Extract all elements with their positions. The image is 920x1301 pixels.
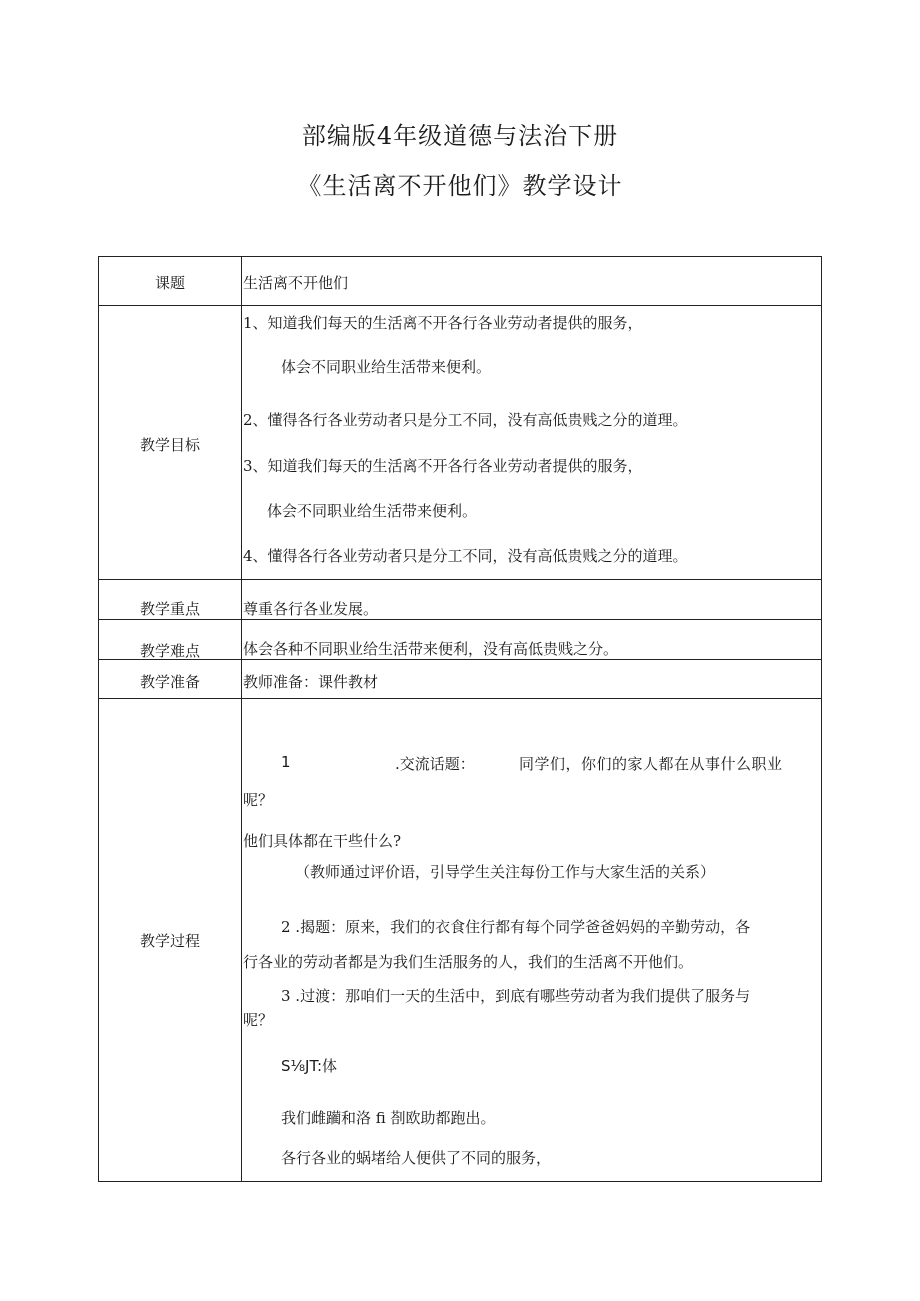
step3-continuation: 呢？ (243, 1011, 274, 1029)
objective-line: 1、知道我们每天的生活离不开各行各业劳动者提供的服务， (243, 314, 643, 332)
preparation-label: 教学准备 (139, 673, 200, 691)
objective-line: 2、懂得各行各业劳动者只是分工不同，没有高低贵贱之分的道理。 (243, 411, 688, 429)
difficulty-label: 教学难点 (139, 642, 200, 660)
topic-label: 课题 (154, 274, 185, 292)
question-line: 他们具体都在干些什么? (243, 832, 402, 850)
preparation-value: 教师准备：课件教材 (243, 673, 379, 691)
step1-title: .交流话题： (395, 755, 475, 773)
lesson-plan-table (98, 256, 822, 1182)
row-divider (99, 619, 821, 620)
step1-number: 1 (281, 753, 291, 771)
step2-text: 2 .揭题：原来，我们的衣食住行都有每个同学爸爸妈妈的辛勤劳动，各 (281, 918, 751, 936)
garbled-line: S⅛JT:体 (281, 1057, 338, 1075)
row-divider (99, 305, 821, 306)
column-divider (241, 257, 242, 1181)
objective-line: 体会不同职业给生活带来便利。 (281, 358, 492, 376)
row-divider (99, 698, 821, 699)
objective-line: 3、知道我们每天的生活离不开各行各业劳动者提供的服务， (243, 457, 643, 475)
objective-line: 体会不同职业给生活带来便利。 (267, 502, 478, 520)
row-divider (99, 579, 821, 580)
objective-line: 4、懂得各行各业劳动者只是分工不同，没有高低贵贱之分的道理。 (243, 547, 688, 565)
teacher-note: （教师通过评价语，引导学生关注每份工作与大家生活的关系） (295, 863, 716, 881)
document-subtitle: 《生活离不开他们》教学设计 (297, 172, 623, 200)
difficulty-value: 体会各种不同职业给生活带来便利，没有高低贵贱之分。 (243, 640, 619, 658)
garbled-line: 各行各业的蜗堵给人便供了不同的服务， (281, 1149, 552, 1167)
key-point-label: 教学重点 (139, 600, 200, 618)
topic-value: 生活离不开他们 (243, 274, 349, 292)
step1-continuation: 呢？ (243, 791, 274, 809)
process-label: 教学过程 (139, 932, 200, 950)
garbled-line: 我们雌躏和洛 fi 剳欧助都跑出。 (281, 1109, 496, 1127)
document-title: 部编版4年级道德与法治下册 (301, 122, 619, 150)
step2-continuation: 行各业的劳动者都是为我们生活服务的人，我们的生活离不开他们。 (243, 953, 694, 971)
step3-text: 3 .过渡：那咱们一天的生活中，到底有哪些劳动者为我们提供了服务与 (281, 987, 751, 1005)
objectives-label: 教学目标 (139, 436, 200, 454)
step1-text: 同学们，你们的家人都在从事什么职业 (519, 755, 783, 773)
key-point-value: 尊重各行各业发展。 (243, 600, 379, 618)
